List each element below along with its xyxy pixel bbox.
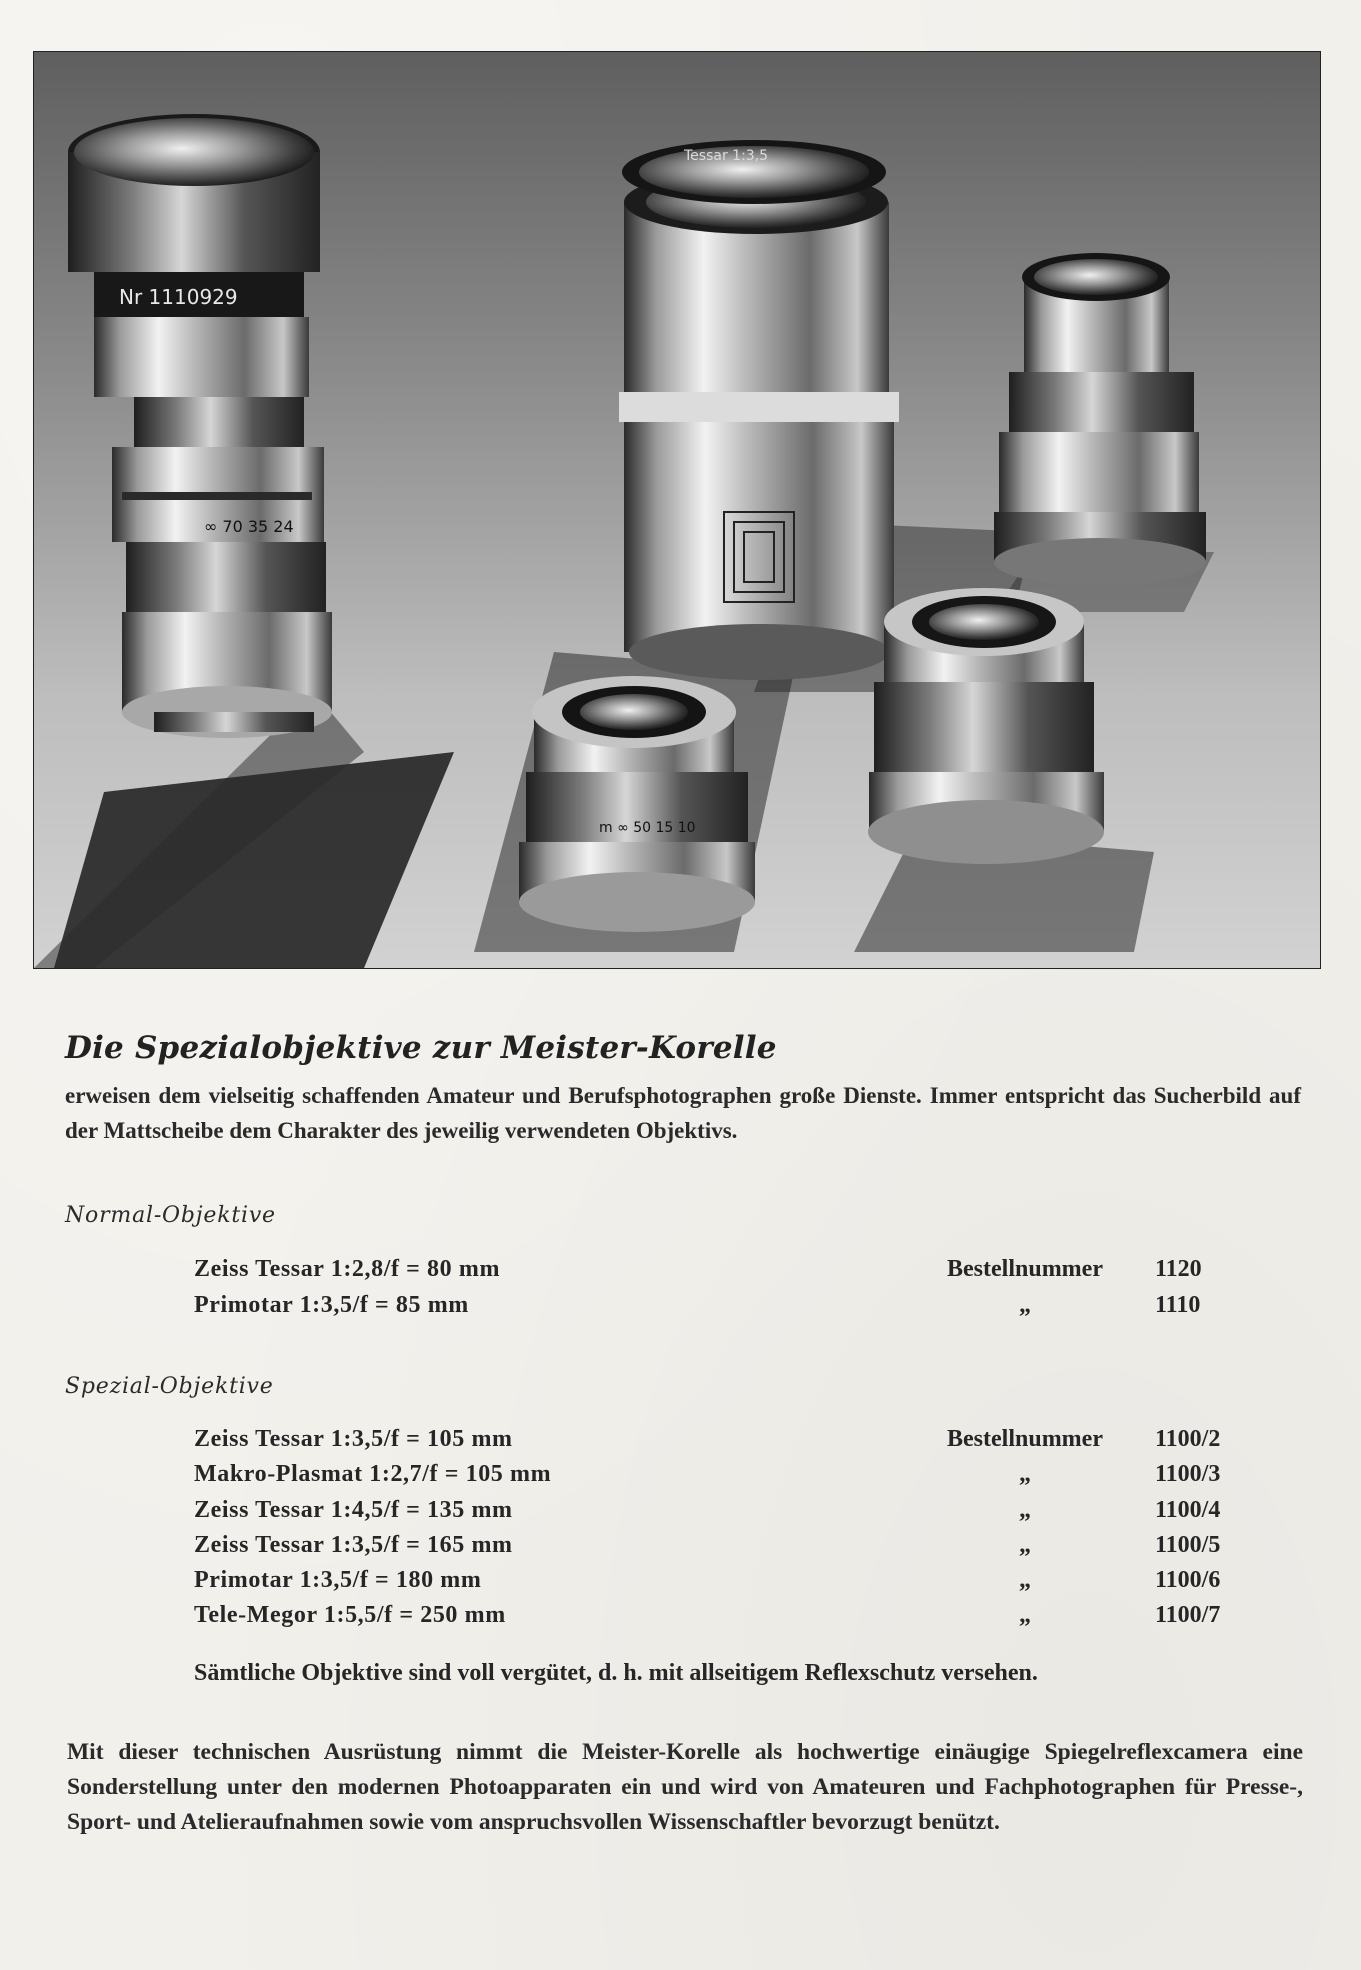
order-label: „ [1019, 1461, 1031, 1487]
order-label: „ [1019, 1497, 1031, 1523]
table-row [0, 1602, 1361, 1636]
order-label: Bestellnummer [947, 1426, 1103, 1452]
order-label: „ [1019, 1567, 1031, 1593]
order-label: „ [1019, 1532, 1031, 1558]
lens-front-middle [519, 676, 755, 932]
section-title-special: Spezial-Objektive [65, 1374, 274, 1399]
lens-name: Zeiss Tessar 1:3,5/f = 105 mm [194, 1426, 513, 1452]
lens-tall-middle [619, 140, 899, 680]
order-label: „ [1019, 1292, 1031, 1318]
lens5-distance-scale: m ∞ 50 15 10 [599, 820, 696, 836]
table-row [0, 1532, 1361, 1566]
order-number: 1100/2 [1155, 1426, 1221, 1452]
table-row [0, 1256, 1361, 1290]
lens-name: Primotar 1:3,5/f = 180 mm [194, 1567, 482, 1593]
intro-paragraph: erweisen dem vielseitig schaffenden Amateur und Berufsphotographen große Dienste. Immer entspricht das Sucherbild auf der Mattscheibe dem Charakter des jeweilig verwendeten Objektivs. [65, 1083, 1301, 1143]
lens2-ring-text: Tessar 1:3,5 [684, 148, 769, 164]
section-title-normal: Normal-Objektive [65, 1203, 276, 1228]
coating-note: Sämtliche Objektive sind voll vergütet, d. h. mit allseitigem Reflexschutz versehen. [194, 1660, 1038, 1686]
lens-name: Zeiss Tessar 1:4,5/f = 135 mm [194, 1497, 513, 1523]
lens1-distance-scale: ∞ 70 35 24 [204, 517, 294, 536]
table-row [0, 1292, 1361, 1326]
table-row [0, 1567, 1361, 1601]
order-number: 1110 [1155, 1292, 1201, 1318]
table-row [0, 1497, 1361, 1531]
order-number: 1100/7 [1155, 1602, 1221, 1628]
intro-block [65, 1030, 1305, 1148]
lens-photo [34, 52, 1320, 968]
table-row [0, 1461, 1361, 1495]
lens-name: Tele-Megor 1:5,5/f = 250 mm [194, 1602, 506, 1628]
lens-front-right [868, 588, 1104, 864]
order-number: 1100/6 [1155, 1567, 1221, 1593]
order-number: 1100/4 [1155, 1497, 1221, 1523]
lens-name: Primotar 1:3,5/f = 85 mm [194, 1292, 469, 1318]
order-label: Bestellnummer [947, 1256, 1103, 1282]
order-number: 1120 [1155, 1256, 1202, 1282]
order-number: 1100/5 [1155, 1532, 1221, 1558]
order-label: „ [1019, 1602, 1031, 1628]
table-row [0, 1426, 1361, 1460]
page-heading: Die Spezialobjektive zur Meister-Korelle [65, 1030, 777, 1066]
lens-name: Zeiss Tessar 1:3,5/f = 165 mm [194, 1532, 513, 1558]
order-number: 1100/3 [1155, 1461, 1221, 1487]
closing-paragraph: Mit dieser technischen Ausrüstung nimmt die Meister-Korelle als hochwertige einäugige Spiegelreflexcamera eine Sonderstellung unter den modernen Photoapparaten ein und wird von Amateuren und Fachphotographen für Presse-, Sport- und Atelieraufnahmen sowie vom anspruchsvollen Wissenschaftler bevorzugt benützt. [67, 1739, 1303, 1835]
lens1-serial-text: Nr 1110929 [119, 285, 238, 309]
lens-name: Zeiss Tessar 1:2,8/f = 80 mm [194, 1256, 501, 1282]
lens-name: Makro-Plasmat 1:2,7/f = 105 mm [194, 1461, 552, 1487]
